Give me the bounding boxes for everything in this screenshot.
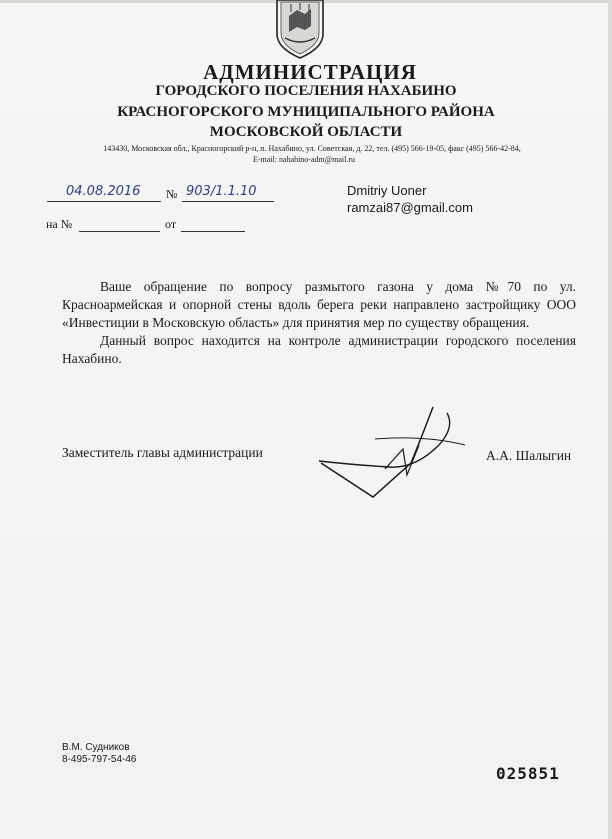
- executor-phone: 8-495-797-54-46: [62, 754, 137, 765]
- org-name-line-4: МОСКОВСКОЙ ОБЛАСТИ: [209, 124, 403, 140]
- signatory-title: Заместитель главы администрации: [62, 445, 263, 460]
- number-underline: [182, 201, 274, 202]
- registration-date: 04.08.2016: [66, 184, 141, 199]
- reply-number-label: на №: [46, 217, 73, 231]
- signatory-name: А.А. Шалыгин: [486, 448, 572, 463]
- reply-from-underline: [181, 231, 245, 232]
- handwritten-signature: [315, 405, 475, 505]
- org-name-line-2: ГОРОДСКОГО ПОСЕЛЕНИЯ НАХАБИНО: [155, 83, 457, 99]
- letter-body: [62, 278, 576, 368]
- reply-number-underline: [79, 231, 160, 232]
- org-address: 143430, Московская обл., Красногорский р-н, п. Нахабино, ул. Советская, д. 22, тел. (495) 566-19-05, факс (495) 566-42-84,: [103, 144, 521, 153]
- registration-number: 903/1.1.10: [186, 184, 257, 199]
- reply-from-label: от: [165, 217, 177, 231]
- executor-block: [62, 742, 137, 766]
- coat-of-arms-emblem: [271, 0, 329, 60]
- body-paragraph-2: Данный вопрос находится на контроле администрации городского поселения Нахабино.: [62, 333, 576, 366]
- form-serial-number: 025851: [496, 764, 560, 783]
- recipient-email: ramzai87@gmail.com: [347, 200, 473, 215]
- org-name-line-3: КРАСНОГОРСКОГО МУНИЦИПАЛЬНОГО РАЙОНА: [117, 104, 495, 120]
- date-underline: [47, 201, 161, 202]
- org-email: E-mail: nahabino-adm@mail.ru: [252, 155, 355, 164]
- recipient-name: Dmitriy Uoner: [347, 183, 427, 198]
- number-sign: №: [166, 187, 178, 201]
- recipient-block: [347, 182, 473, 216]
- org-title: АДМИНИСТРАЦИЯ: [203, 60, 417, 84]
- executor-name: В.М. Судников: [62, 742, 130, 753]
- body-paragraph-1: Ваше обращение по вопросу размытого газона у дома №70 по ул. Красноармейская и опорной стены вдоль берега реки направлено застройщику ООО «Инвестиции в Московскую область» для принятия мер по существу обращения.: [62, 279, 576, 330]
